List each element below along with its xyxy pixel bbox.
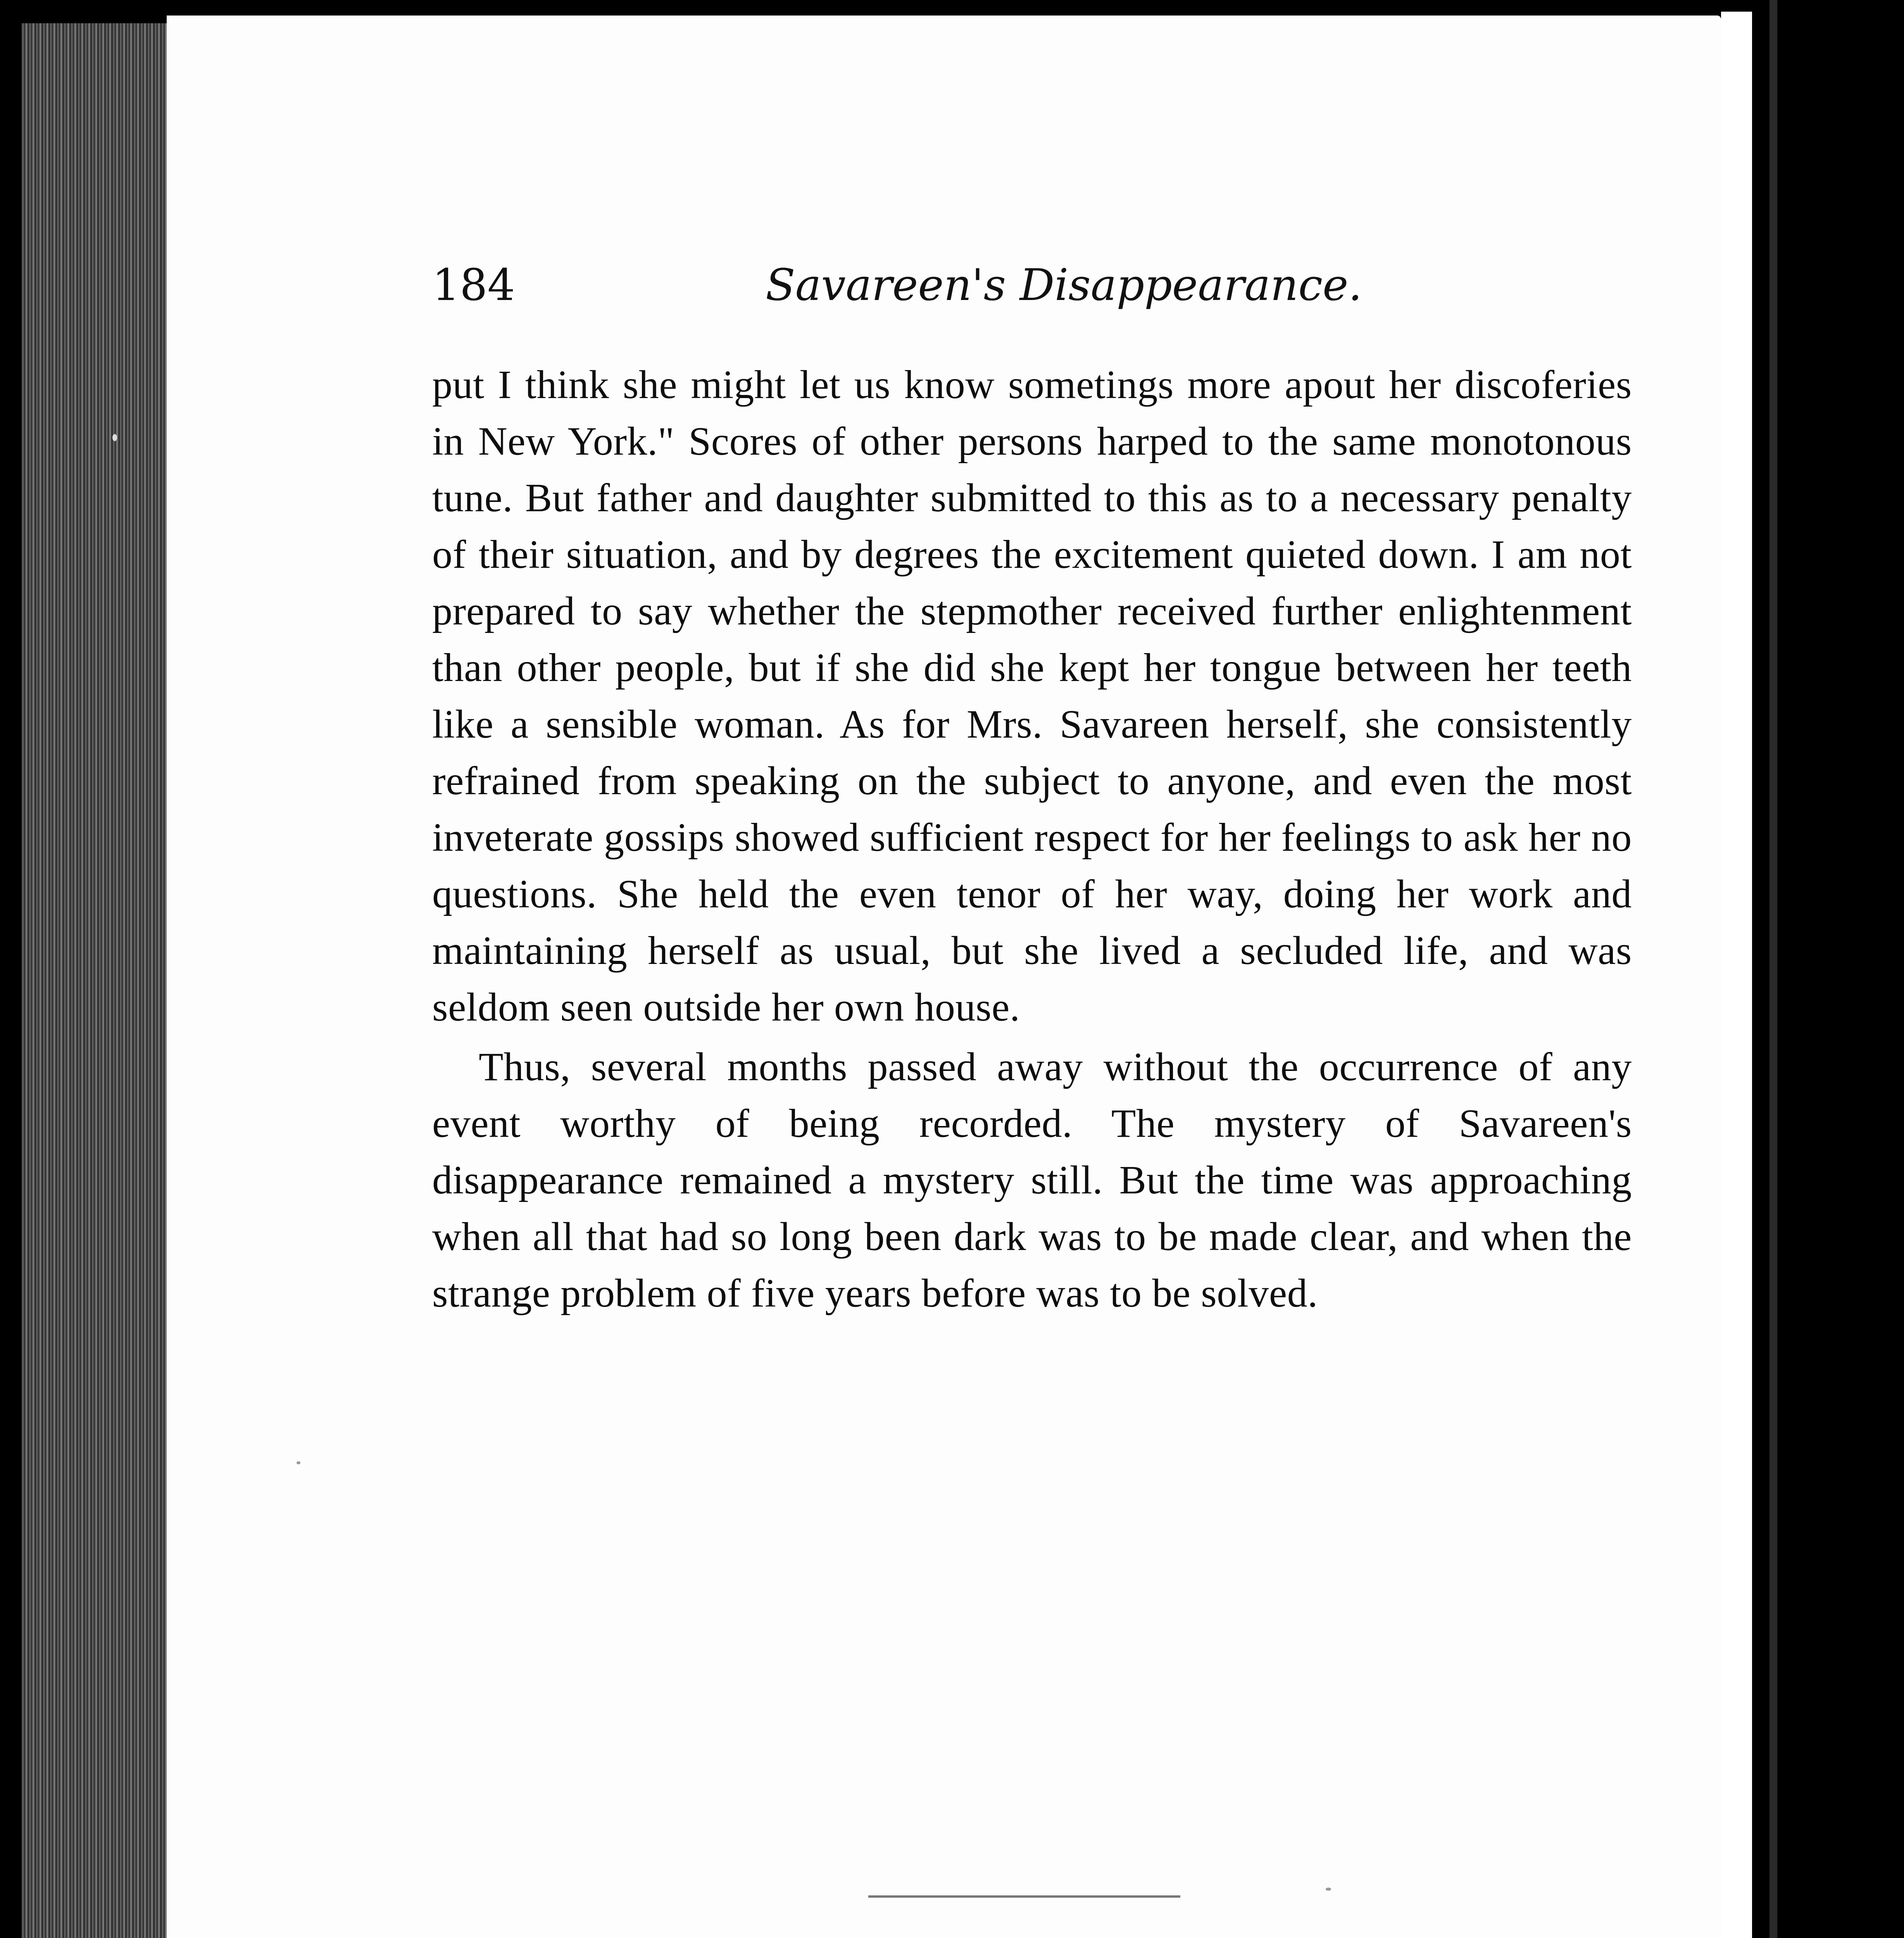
scan-speck <box>112 434 117 441</box>
paragraph-2: Thus, several months passed away without the occurrence of any event worthy of being recorded. The mystery of Savareen's disappearance remained a mystery still. But the time was approaching when all that had so long been dark was to be made clear, and when the strange problem of five years before was to be solved. <box>432 1045 1632 1316</box>
body-text <box>432 357 1632 1322</box>
page-right-margin <box>1721 12 1752 1938</box>
running-header <box>432 256 1634 333</box>
page-number: 184 <box>432 260 515 310</box>
scan-speck <box>297 1461 300 1464</box>
scan-speck <box>1326 1888 1331 1891</box>
section-end-rule <box>868 1895 1180 1898</box>
running-title: Savareen's Disappearance. <box>766 260 1362 310</box>
paragraph-1: put I think she might let us know sometings more apout her discoferies in New York." Scores of other persons harped to the same monotonous tune. But father and daughter submitted to this as to a necessary penalty of their situation, and by degrees the excitement quieted down. I am not prepared to say whether the stepmother received further enlightenment than other people, but if she did she kept her tongue between her teeth like a sensible woman. As for Mrs. Savareen herself, she consistently refrained from speaking on the subject to anyone, and even the most inveterate gossips showed sufficient respect for her feelings to ask her no questions. She held the even tenor of her way, doing her work and maintaining herself as usual, but she lived a secluded life, and was seldom seen outside her own house. <box>432 362 1632 1029</box>
book-page-edges <box>21 23 176 1938</box>
right-binding-rule <box>1769 0 1777 1938</box>
